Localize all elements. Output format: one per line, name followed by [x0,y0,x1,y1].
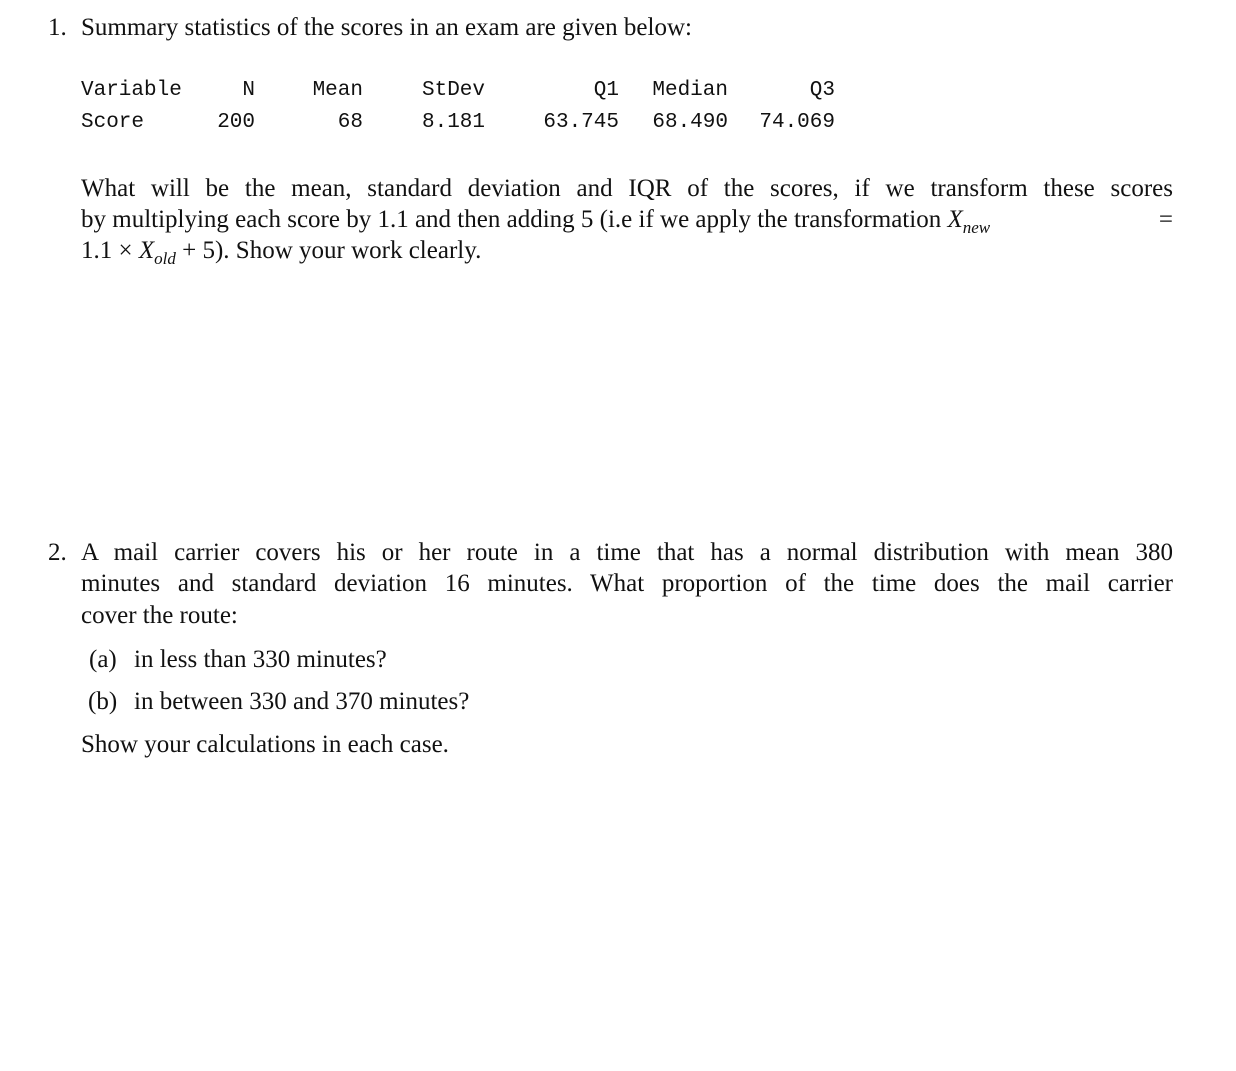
part-a-text: in less than 330 minutes? [134,646,387,673]
part-b-text: in between 330 and 370 minutes? [134,688,470,715]
table-header-mean: Mean [312,79,363,102]
table-header-variable: Variable [81,79,182,102]
question-2-number: 2. [48,539,67,566]
table-cell-q1: 63.745 [543,111,619,134]
table-cell-n: 200 [217,111,255,134]
table-cell-mean: 68 [337,111,363,134]
question-1-intro: Summary statistics of the scores in an exam are given below: [81,14,692,41]
table-header-n: N [242,79,255,102]
part-a-label: (a) [89,646,117,673]
question-1-paragraph-line-3: $1.1 \times X_{old} + 5$). Show your work clearly. [81,237,482,268]
question-2-line-3: cover the route: [81,602,238,629]
table-header-q1: Q1 [593,79,619,102]
transformation-description: by multiplying each score by 1.1 and then adding 5 (i.e if we apply the transformation $X_{new}$ [81,206,991,237]
question-2-line-2: minutes and standard deviation 16 minutes. What proportion of the time does the mail carrier [81,570,1173,597]
table-cell-q3: 74.069 [759,111,835,134]
table-cell-variable: Score [81,111,145,134]
part-b-label: (b) [88,688,118,715]
question-1-number: 1. [48,14,67,41]
table-header-median: Median [652,79,728,102]
x-old-symbol: $X_{old}$ [138,237,176,268]
question-1-paragraph-line-2 [81,204,1173,237]
table-cell-median: 68.490 [652,111,728,134]
question-2-line-1: A mail carrier covers his or her route in a time that has a normal distribution with mean 380 [81,539,1173,566]
question-2-closing: Show your calculations in each case. [81,731,449,758]
x-new-symbol: $X_{new}$ [947,206,991,237]
table-header-q3: Q3 [809,79,835,102]
table-header-stdev: StDev [421,79,485,102]
question-1-paragraph-line-1: What will be the mean, standard deviation and IQR of the scores, if we transform these scores [81,175,1173,202]
equals-sign: = [1158,206,1173,233]
table-cell-stdev: 8.181 [421,111,485,134]
